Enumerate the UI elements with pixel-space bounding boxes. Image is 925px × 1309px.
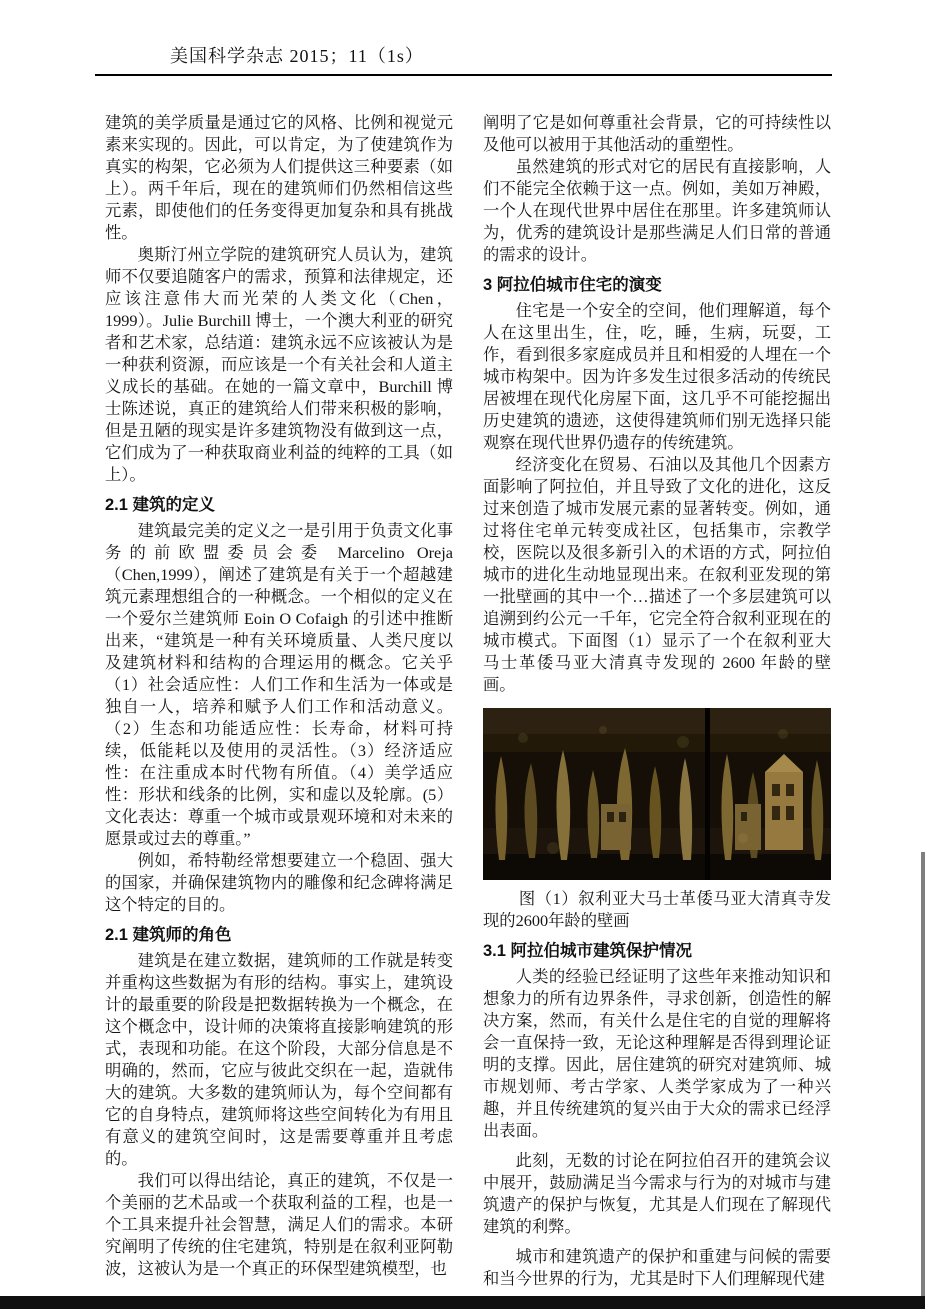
- mural-illustration: [483, 708, 831, 880]
- body-paragraph: 此刻，无数的讨论在阿拉伯召开的建筑会议中展开，鼓励满足当今需求与行为的对城市与建筑遗产的保护与恢复，尤其是人们现在了解现代建筑的利弊。: [483, 1151, 831, 1236]
- body-paragraph: 建筑是在建立数据，建筑师的工作就是转变并重构这些数据为有形的结构。事实上，建筑设计的最重要的阶段是把数据转换为一个概念，在这个概念中，设计师的决策将直接影响建筑的形式，表现和功能。在这个阶段，大部分信息是不明确的，然而，它应与彼此交织在一起，造就伟大的建筑。大多数的建筑师认为，每个空间都有它的自身特点，建筑师将这些空间转化为有用且有意义的建筑空间时，这是需要尊重并且考虑的。: [105, 951, 453, 1168]
- body-paragraph: 阐明了它是如何尊重社会背景，它的可持续性以及他可以被用于其他活动的重塑性。: [483, 113, 831, 154]
- header-divider-line: [95, 74, 832, 76]
- scan-edge-right: [921, 852, 925, 1309]
- body-paragraph: 我们可以得出结论，真正的建筑，不仅是一个美丽的艺术品或一个获取利益的工程，也是一个工具来提升社会智慧，满足人们的需求。本研究阐明了传统的住宅建筑，特别是在叙利亚阿勒波，这被认为是一个真正的环保型建筑模型，也: [105, 1171, 453, 1278]
- figure-1: [483, 708, 831, 932]
- right-column: [483, 112, 831, 1290]
- article-body: [105, 112, 831, 1290]
- section-heading-evolution: 3 阿拉伯城市住宅的演变: [483, 276, 662, 294]
- left-column: [105, 112, 453, 1290]
- body-paragraph: 奥斯汀州立学院的建筑研究人员认为，建筑师不仅要追随客户的需求，预算和法律规定，还应该注意伟大而光荣的人类文化（Chen，1999）。Julie Burchill 博士，一个澳大利亚的研究者和艺术家，总结道：建筑永远不应该被认为是一种获利资源，而应该是一个有关社会和人道主义成长的基础。在她的一篇文章中，Burchill 博士陈述说，真正的建筑给人们带来积极的影响，但是丑陋的现实是许多建筑物没有做到这一点，它们成为了一种获取商业利益的纯粹的工具（如上）。: [105, 245, 453, 484]
- body-paragraph: 城市和建筑遗产的保护和重建与问候的需要和当今世界的行为，尤其是时下人们理解现代建: [483, 1247, 831, 1288]
- journal-header-title: 美国科学杂志 2015；11（1s）: [170, 46, 424, 66]
- body-paragraph: 建筑的美学质量是通过它的风格、比例和视觉元素来实现的。因此，可以肯定，为了使建筑作为真实的构架，它必须为人们提供这三种要素（如上）。两千年后，现在的建筑师们仍然相信这些元素，即使他们的任务变得更加复杂和具有挑战性。: [105, 113, 453, 242]
- body-paragraph: 住宅是一个安全的空间，他们理解道，每个人在这里出生，住，吃，睡，生病，玩耍，工作，看到很多家庭成员并且和相爱的人埋在一个城市构架中。因为许多发生过很多活动的传统民居被埋在现代化房屋下面，这几乎不可能挖掘出历史建筑的遗迹，这使得建筑师们别无选择只能观察在现代世界仍遗存的传统建筑。: [483, 301, 831, 452]
- figure-1-caption: 图（1）叙利亚大马士革倭马亚大清真寺发现的2600年龄的壁画: [483, 889, 831, 930]
- body-paragraph: 经济变化在贸易、石油以及其他几个因素方面影响了阿拉伯，并且导致了文化的进化，这反过来创造了城市发展元素的显著转变。例如，通过将住宅单元转变成社区，包括集市，宗教学校，医院以及很多新引入的术语的方式，阿拉伯城市的进化生动地显现出来。在叙利亚发现的第一批壁画的其中一个…描述了一个多层建筑可以追溯到约公元一千年，它完全符合叙利亚现在的城市模式。下面图（1）显示了一个在叙利亚大马士革倭马亚大清真寺发现的 2600 年龄的壁画。: [483, 455, 831, 694]
- body-paragraph: 人类的经验已经证明了这些年来推动知识和想象力的所有边界条件，寻求创新，创造性的解决方案，然而，有关什么是住宅的自觉的理解将会一直保持一致，无论这种理解是否得到理论证明的支撑。因此，居住建筑的研究对建筑师、城市规划师、考古学家、人类学家成为了一种兴趣，并且传统建筑的复兴由于大众的需求已经浮出表面。: [483, 967, 831, 1140]
- scan-edge-bottom: [0, 1296, 925, 1309]
- section-heading-architect-role: 2.1 建筑师的角色: [105, 926, 232, 944]
- body-paragraph: 例如，希特勒经常想要建立一个稳固、强大的国家，并确保建筑物内的雕像和纪念碑将满足这个特定的目的。: [105, 851, 453, 914]
- section-heading-preservation: 3.1 阿拉伯城市建筑保护情况: [483, 942, 693, 960]
- section-heading-definition: 2.1 建筑的定义: [105, 496, 216, 514]
- mural-photo: [483, 708, 831, 880]
- body-paragraph: 建筑最完美的定义之一是引用于负责文化事务的前欧盟委员会委 Marcelino Oreja（Chen,1999），阐述了建筑是有关于一个超越建筑元素理想组合的一种概念。一个相似的定义在一个爱尔兰建筑师 Eoin O Cofaigh 的引述中推断出来，“建筑是一种有关环境质量、人类尺度以及建筑材料和结构的合理运用的概念。它关乎（1）社会适应性：人们工作和生活为一体或是独自一人，培养和赋予人们工作和活动意义。（2）生态和功能适应性：长寿命，材料可持续，低能耗以及使用的灵活性。（3）经济适应性：在注重成本时代物有所值。（4）美学适应性：形状和线条的比例，实和虚以及轮廓。(5）文化表达：尊重一个城市或景观环境和对未来的愿景或过去的尊重。”: [105, 521, 453, 848]
- body-paragraph: 虽然建筑的形式对它的居民有直接影响，人们不能完全依赖于这一点。例如，美如万神殿，一个人在现代世界中居住在那里。许多建筑师认为，优秀的建筑设计是那些满足人们日常的普通的需求的设计。: [483, 157, 831, 264]
